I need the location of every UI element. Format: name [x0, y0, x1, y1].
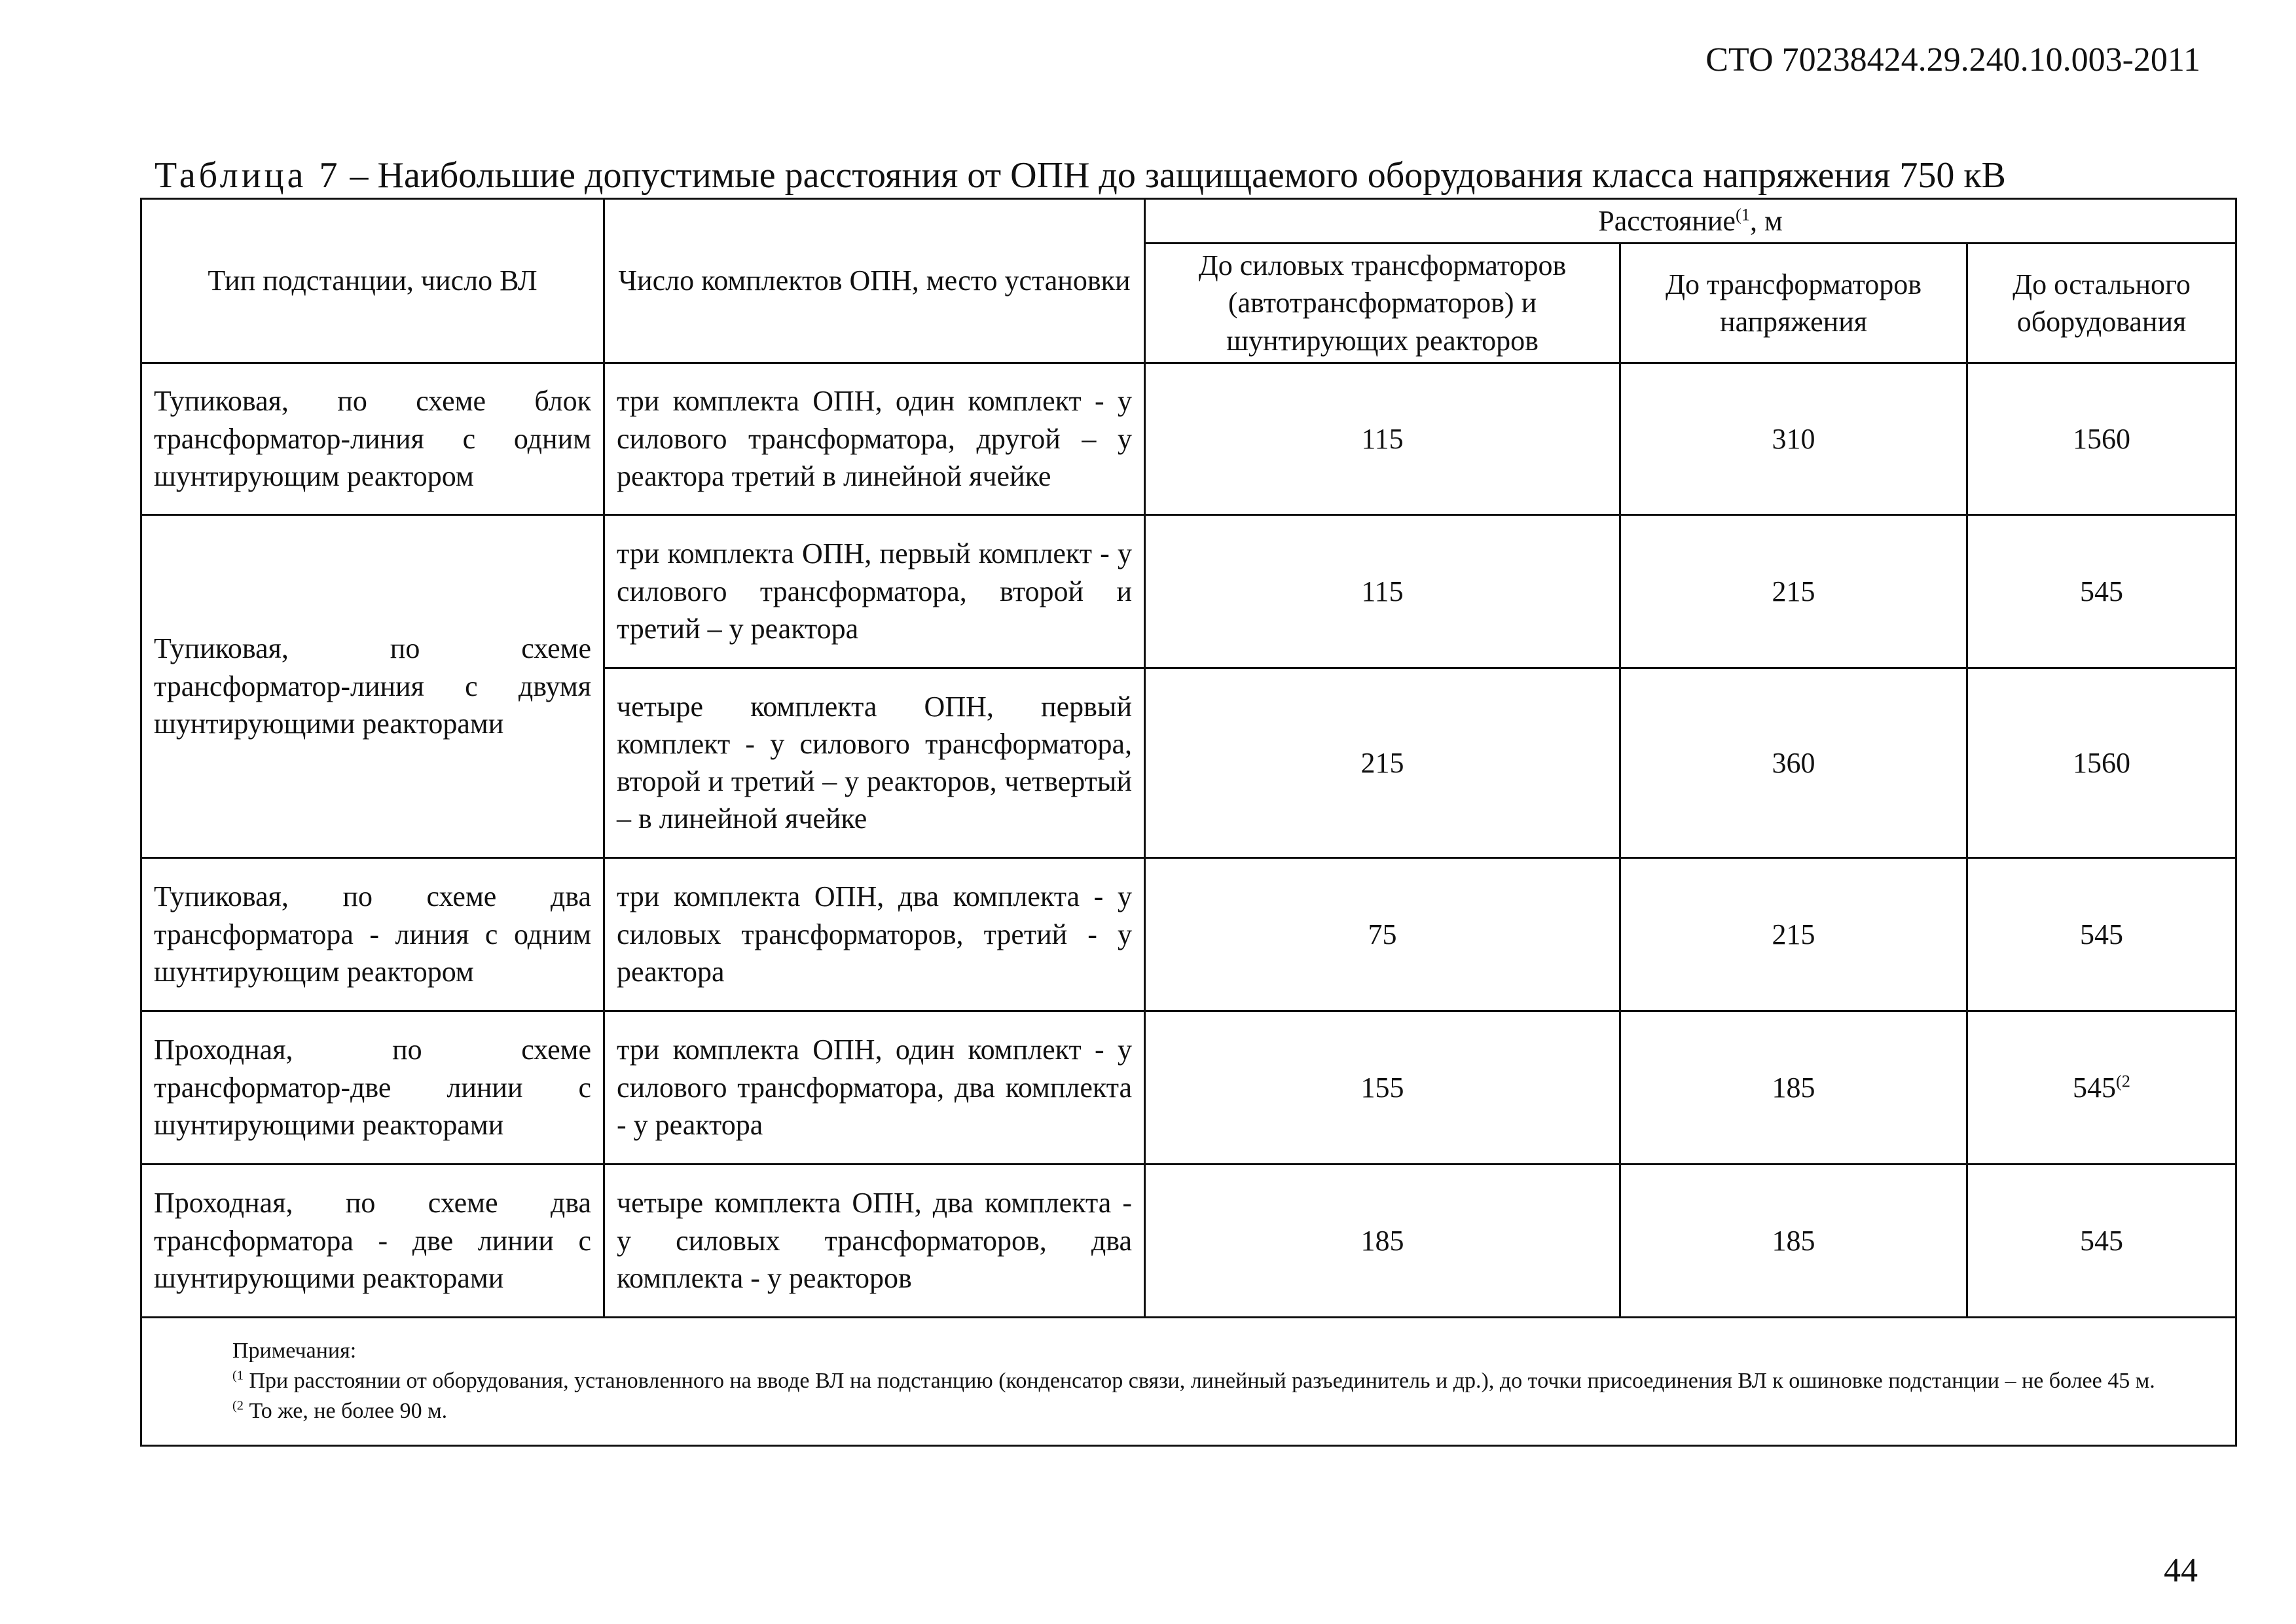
cell-distance-other: 545 — [1967, 857, 2236, 1011]
cell-distance-vt: 360 — [1620, 668, 1967, 857]
cell-arrester-count: четыре комплекта ОПН, первый комплект - у силового трансформатора, второй и третий – у реакторов, четвертый – в линейной ячейке — [604, 668, 1145, 857]
header-row-1 — [141, 199, 2236, 244]
table-caption-text: – Наибольшие допустимые расстояния от ОПН до защищаемого оборудования класса напряжения 750 кВ — [340, 155, 2006, 196]
table-caption-label: Таблица 7 — [155, 155, 341, 196]
cell-distance-other: 1560 — [1967, 363, 2236, 514]
cell-arrester-count: четыре комплекта ОПН, два комплекта - у силовых трансформаторов, два комплекта - у реакторов — [604, 1164, 1145, 1317]
table-caption — [155, 154, 2006, 196]
header-distance-group — [1145, 199, 2236, 244]
notes-title: Примечания: — [232, 1339, 357, 1363]
cell-distance-other: 1560 — [1967, 668, 2236, 857]
cell-arrester-count: три комплекта ОПН, первый комплект - у силового трансформатора, второй и третий – у реактора — [604, 514, 1145, 668]
document-code: СТО 70238424.29.240.10.003-2011 — [1705, 41, 2200, 79]
cell-substation-type: Проходная, по схеме два трансформатора - две линии с шунтирующими реакторами — [141, 1164, 604, 1317]
cell-distance-vt: 215 — [1620, 514, 1967, 668]
footnote-mark: (2 — [2116, 1071, 2130, 1091]
header-distance-unit: , м — [1749, 205, 1783, 237]
header-arrester-count: Число комплектов ОПН, место установки — [604, 199, 1145, 363]
table-row — [141, 514, 2236, 668]
cell-distance-other: 545 — [1967, 1164, 2236, 1317]
header-to-other-equipment: До остального оборудования — [1967, 244, 2236, 363]
table-row — [141, 1164, 2236, 1317]
note-2-text: То же, не более 90 м. — [244, 1399, 448, 1424]
header-distance-footnote-mark: (1 — [1735, 204, 1750, 225]
table-row — [141, 1011, 2236, 1164]
page-number: 44 — [2164, 1552, 2198, 1589]
note-1 — [154, 1366, 2223, 1396]
cell-distance-vt: 185 — [1620, 1011, 1967, 1164]
note-1-mark: (1 — [232, 1368, 244, 1383]
cell-arrester-count: три комплекта ОПН, один комплект - у силового трансформатора, два комплекта - у реактора — [604, 1011, 1145, 1164]
table-row — [141, 857, 2236, 1011]
cell-distance-power: 185 — [1145, 1164, 1620, 1317]
cell-distance-power: 115 — [1145, 514, 1620, 668]
distance-table — [140, 198, 2237, 1447]
cell-distance-power: 155 — [1145, 1011, 1620, 1164]
note-2 — [154, 1396, 2223, 1426]
cell-distance-power: 75 — [1145, 857, 1620, 1011]
header-substation-type: Тип подстанции, число ВЛ — [141, 199, 604, 363]
cell-distance-power: 115 — [1145, 363, 1620, 514]
cell-arrester-count: три комплекта ОПН, один комплект - у силового трансформатора, другой – у реактора третий в линейной ячейке — [604, 363, 1145, 514]
cell-substation-type: Тупиковая, по схеме блок трансформатор-линия с одним шунтирующим реактором — [141, 363, 604, 514]
note-2-mark: (2 — [232, 1398, 244, 1413]
cell-distance-vt: 215 — [1620, 857, 1967, 1011]
cell-arrester-count: три комплекта ОПН, два комплекта - у силовых трансформаторов, третий - у реактора — [604, 857, 1145, 1011]
notes-row — [141, 1317, 2236, 1445]
cell-distance-power: 215 — [1145, 668, 1620, 857]
cell-distance-other — [1967, 1011, 2236, 1164]
cell-distance-other: 545 — [1967, 514, 2236, 668]
note-1-text: При расстоянии от оборудования, установленного на вводе ВЛ на подстанцию (конденсатор связи, линейный разъединитель и др.), до точки присоединения ВЛ к ошиновке подстанции – не более 45 м. — [244, 1369, 2155, 1394]
table-row — [141, 363, 2236, 514]
header-to-power-transformers: До силовых трансформаторов (автотрансформаторов) и шунтирующих реакторов — [1145, 244, 1620, 363]
cell-substation-type: Тупиковая, по схеме два трансформатора - линия с одним шунтирующим реактором — [141, 857, 604, 1011]
header-distance-label: Расстояние — [1598, 205, 1736, 237]
cell-substation-type: Тупиковая, по схеме трансформатор-линия с двумя шунтирующими реакторами — [141, 514, 604, 857]
notes-cell — [141, 1317, 2236, 1445]
cell-distance-vt: 185 — [1620, 1164, 1967, 1317]
cell-distance-other-value: 545 — [2073, 1071, 2117, 1104]
header-to-voltage-transformers: До трансформаторов напряжения — [1620, 244, 1967, 363]
cell-substation-type: Проходная, по схеме трансформатор-две линии с шунтирующими реакторами — [141, 1011, 604, 1164]
cell-distance-vt: 310 — [1620, 363, 1967, 514]
